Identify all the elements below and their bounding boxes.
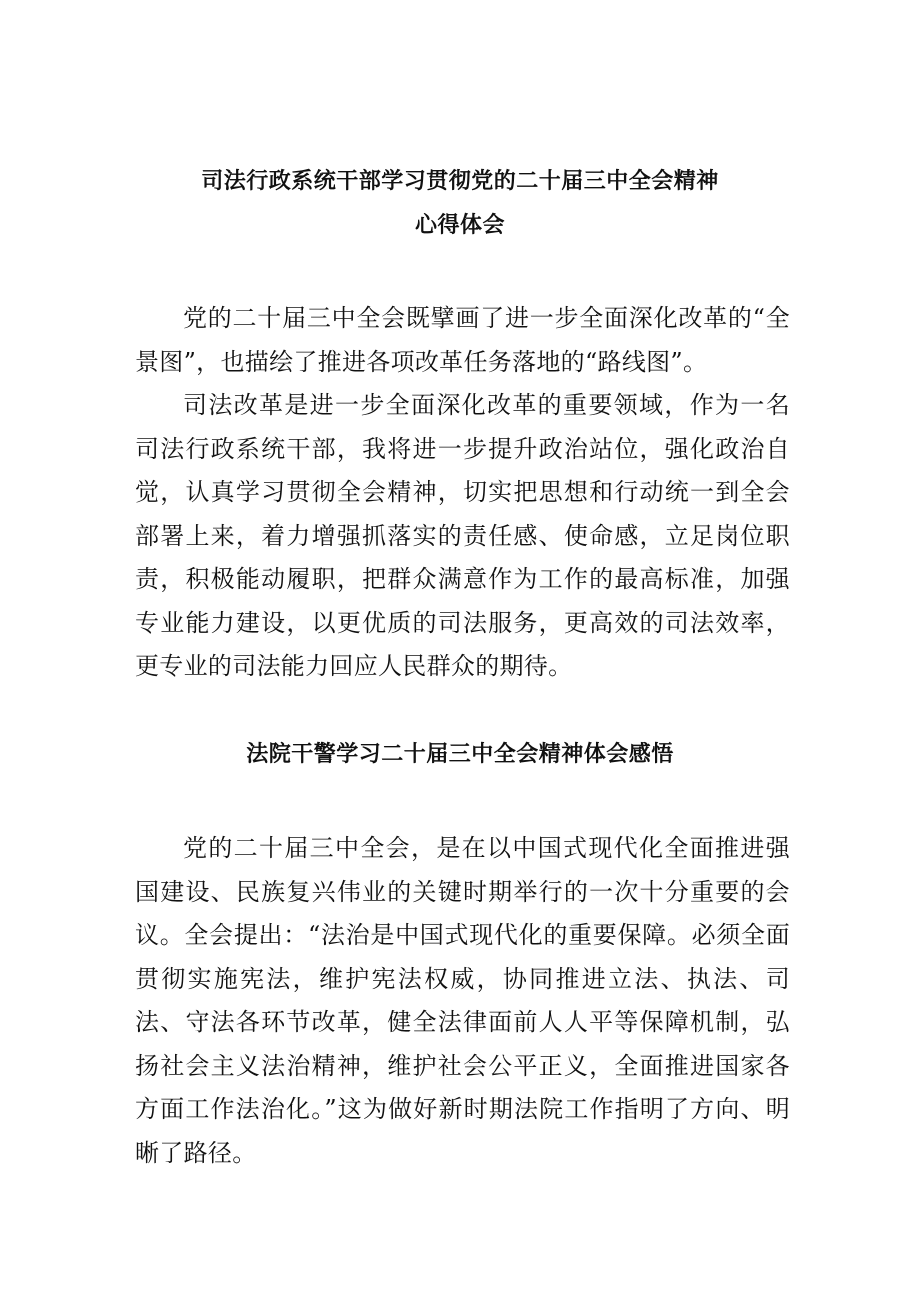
article1-title-line1: 司法行政系统干部学习贯彻党的二十届三中全会精神 [201, 169, 719, 194]
article1-paragraph-2: 司法改革是进一步全面深化改革的重要领域，作为一名司法行政系统干部，我将进一步提升政治站位，强化政治自觉，认真学习贯彻全会精神，切实把思想和行动统一到全会部署上来，着力增强抓落实的责任感、使命感，立足岗位职责，积极能动履职，把群众满意作为工作的最高标准，加强专业能力建设，以更优质的司法服务，更高效的司法效率，更专业的司法能力回应人民群众的期待。 [135, 391, 790, 680]
article1-title [0, 160, 920, 248]
article1-paragraph-1: 党的二十届三中全会既擘画了进一步全面深化改革的“全景图”，也描绘了推进各项改革任务落地的“路线图”。 [135, 304, 790, 376]
article2-title: 法院干警学习二十届三中全会精神体会感悟 [246, 742, 674, 767]
article2-paragraph-1: 党的二十届三中全会，是在以中国式现代化全面推进强国建设、民族复兴伟业的关键时期举行的一次十分重要的会议。全会提出：“法治是中国式现代化的重要保障。必须全面贯彻实施宪法，维护宪法权威，协同推进立法、执法、司法、守法各环节改革，健全法律面前人人平等保障机制，弘扬社会主义法治精神，维护社会公平正义，全面推进国家各方面工作法治化。”这为做好新时期法院工作指明了方向、明晰了路径。 [135, 834, 790, 1167]
article1-title-line2: 心得体会 [414, 213, 505, 238]
